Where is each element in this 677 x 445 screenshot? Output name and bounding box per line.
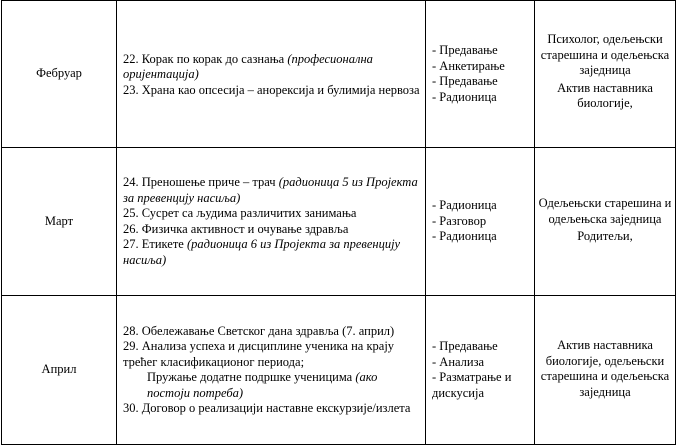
topic-item: 27. Етикете (радионица 6 из Пројекта за превенцију насиља) [123, 237, 401, 267]
responsible-cell [535, 296, 676, 445]
table-row [2, 1, 676, 148]
method-item: - Разматрање и дискусија [432, 370, 512, 400]
responsible-item: Актив наставника биологије, [557, 80, 653, 111]
responsible-item: Родитељи, [577, 229, 633, 244]
responsible-item: Одељењски старешина и одељењска заједница [538, 196, 672, 226]
responsible-cell [535, 1, 676, 148]
topics-cell [117, 296, 426, 445]
table-row [2, 296, 676, 445]
method-item: - Предавање [432, 339, 498, 353]
topic-item: 28. Обележавање Светског дана здравља (7. април) [123, 323, 395, 338]
method-item: - Радионица [432, 229, 497, 244]
method-item: - Предавање [432, 43, 498, 57]
topic-item: 25. Сусрет са људима различитих занимања [123, 206, 357, 220]
methods-cell [426, 148, 535, 296]
month-cell: Март [2, 148, 117, 296]
topic-note: (ако постоји потреба) [147, 370, 378, 400]
topic-item: 23. Храна као опсесија – анорексија и булимија нервоза [123, 82, 420, 97]
topic-item: 22. Корак по корак до сазнања (професионална оријентација) [123, 51, 373, 82]
topic-item: 24. Преношење приче – трач (радионица 5 из Пројекта за превенцију насиља) [123, 175, 418, 205]
topic-item: 29. Анализа успеха и дисциплине ученика на крају трећег класификационог периода; [123, 339, 395, 369]
responsible-cell [535, 148, 676, 296]
topic-item: Пружање додатне подршке ученицима (ако постоји потреба) [147, 370, 378, 400]
topic-item: 26. Физичка активност и очување здравља [123, 221, 349, 236]
topic-item: 30. Договор о реализацији наставне екскурзије/излета [123, 401, 411, 415]
method-item: - Предавање [432, 74, 498, 88]
responsible-item: Психолог, одељењски старешина и одељењска заједница [540, 32, 670, 78]
method-item: - Анкетирање [432, 58, 505, 73]
method-item: - Анализа [432, 354, 485, 369]
methods-cell [426, 1, 535, 148]
table-row [2, 148, 676, 296]
topic-note: (професионална оријентација) [123, 51, 373, 82]
method-item: - Радионица [432, 89, 497, 104]
topic-note: (радионица 6 из Пројекта за превенцију насиља) [123, 237, 401, 267]
methods-cell [426, 296, 535, 445]
method-item: - Разговор [432, 213, 487, 228]
activity-plan-table [1, 0, 676, 445]
month-cell: Фебруар [2, 1, 117, 148]
topics-cell [117, 1, 426, 148]
month-cell: Април [2, 296, 117, 445]
responsible-item: Актив наставника биологије, одељењски старешина и одељењска заједница [540, 338, 670, 399]
topic-note: (радионица 5 из Пројекта за превенцију насиља) [123, 175, 418, 205]
topics-cell [117, 148, 426, 296]
method-item: - Радионица [432, 198, 497, 213]
